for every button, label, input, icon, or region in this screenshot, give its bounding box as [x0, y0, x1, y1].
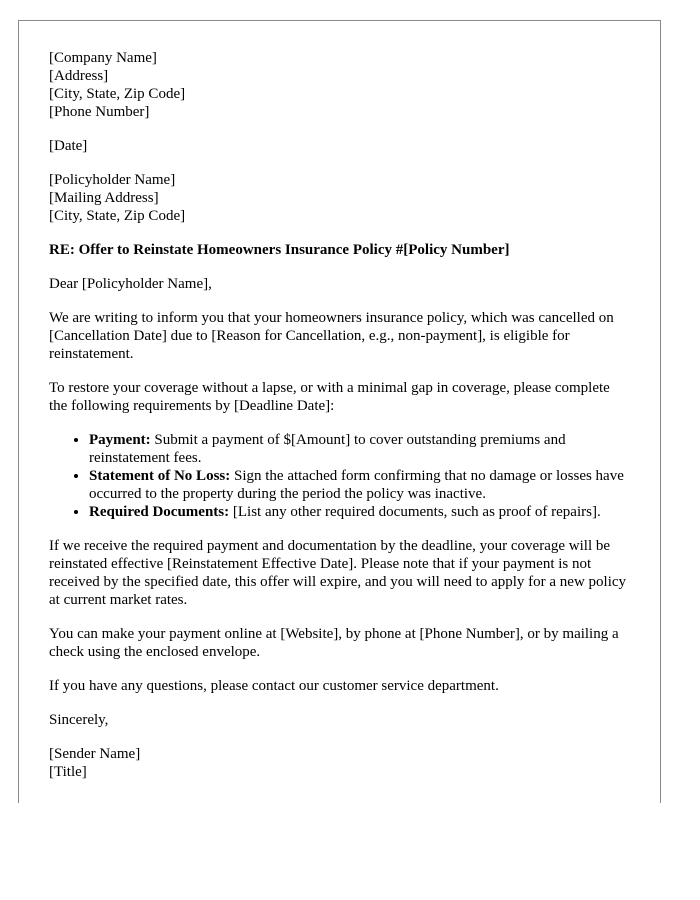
reinstatement-paragraph: If we receive the required payment and documentation by the deadline, your coverage will be reinstated effective [Reinstatement Effective Date]. Please note that if your payment is not received by the specified date, this offer will expire, and you will need to apply for a new policy at current market rates.: [49, 538, 627, 608]
list-item: [89, 467, 630, 503]
letter-date: [Date]: [49, 138, 88, 154]
list-item: [89, 503, 630, 521]
recipient-name: [Policyholder Name]: [49, 172, 176, 188]
company-address: [Address]: [49, 68, 109, 84]
recipient-city-state-zip: [City, State, Zip Code]: [49, 208, 186, 224]
salutation: Dear [Policyholder Name],: [49, 276, 212, 292]
subject-line: RE: Offer to Reinstate Homeowners Insurance Policy #[Policy Number]: [49, 242, 510, 258]
requirement-text: [List any other required documents, such as proof of repairs].: [229, 504, 601, 520]
recipient-address-block: [49, 171, 630, 225]
company-phone: [Phone Number]: [49, 104, 150, 120]
questions-paragraph: If you have any questions, please contact our customer service department.: [49, 678, 499, 694]
closing: Sincerely,: [49, 712, 109, 728]
intro-paragraph: We are writing to inform you that your homeowners insurance policy, which was cancelled on [Cancellation Date] due to [Reason for Cancellation, e.g., non-payment], is eligible for reinstatement.: [49, 310, 614, 362]
requirements-list: [49, 431, 630, 521]
payment-options-paragraph: You can make your payment online at [Website], by phone at [Phone Number], or by mailing a check using the enclosed envelope.: [49, 626, 619, 660]
signature-block: [49, 745, 630, 781]
sender-title: [Title]: [49, 764, 87, 780]
list-item: [89, 431, 630, 467]
letter-page: [18, 20, 661, 803]
requirement-label: Required Documents:: [89, 504, 230, 520]
requirement-label: Statement of No Loss:: [89, 468, 231, 484]
company-city-state-zip: [City, State, Zip Code]: [49, 86, 186, 102]
requirement-text: Submit a payment of $[Amount] to cover outstanding premiums and reinstatement fees.: [89, 432, 566, 466]
sender-name: [Sender Name]: [49, 746, 141, 762]
requirements-intro-paragraph: To restore your coverage without a lapse, or with a minimal gap in coverage, please complete the following requirements by [Deadline Date]:: [49, 380, 610, 414]
recipient-mailing-address: [Mailing Address]: [49, 190, 159, 206]
sender-address-block: [49, 49, 630, 121]
requirement-text: Sign the attached form confirming that no damage or losses have occurred to the property during the period the policy was inactive.: [89, 468, 624, 502]
company-name: [Company Name]: [49, 50, 157, 66]
requirement-label: Payment:: [89, 432, 151, 448]
